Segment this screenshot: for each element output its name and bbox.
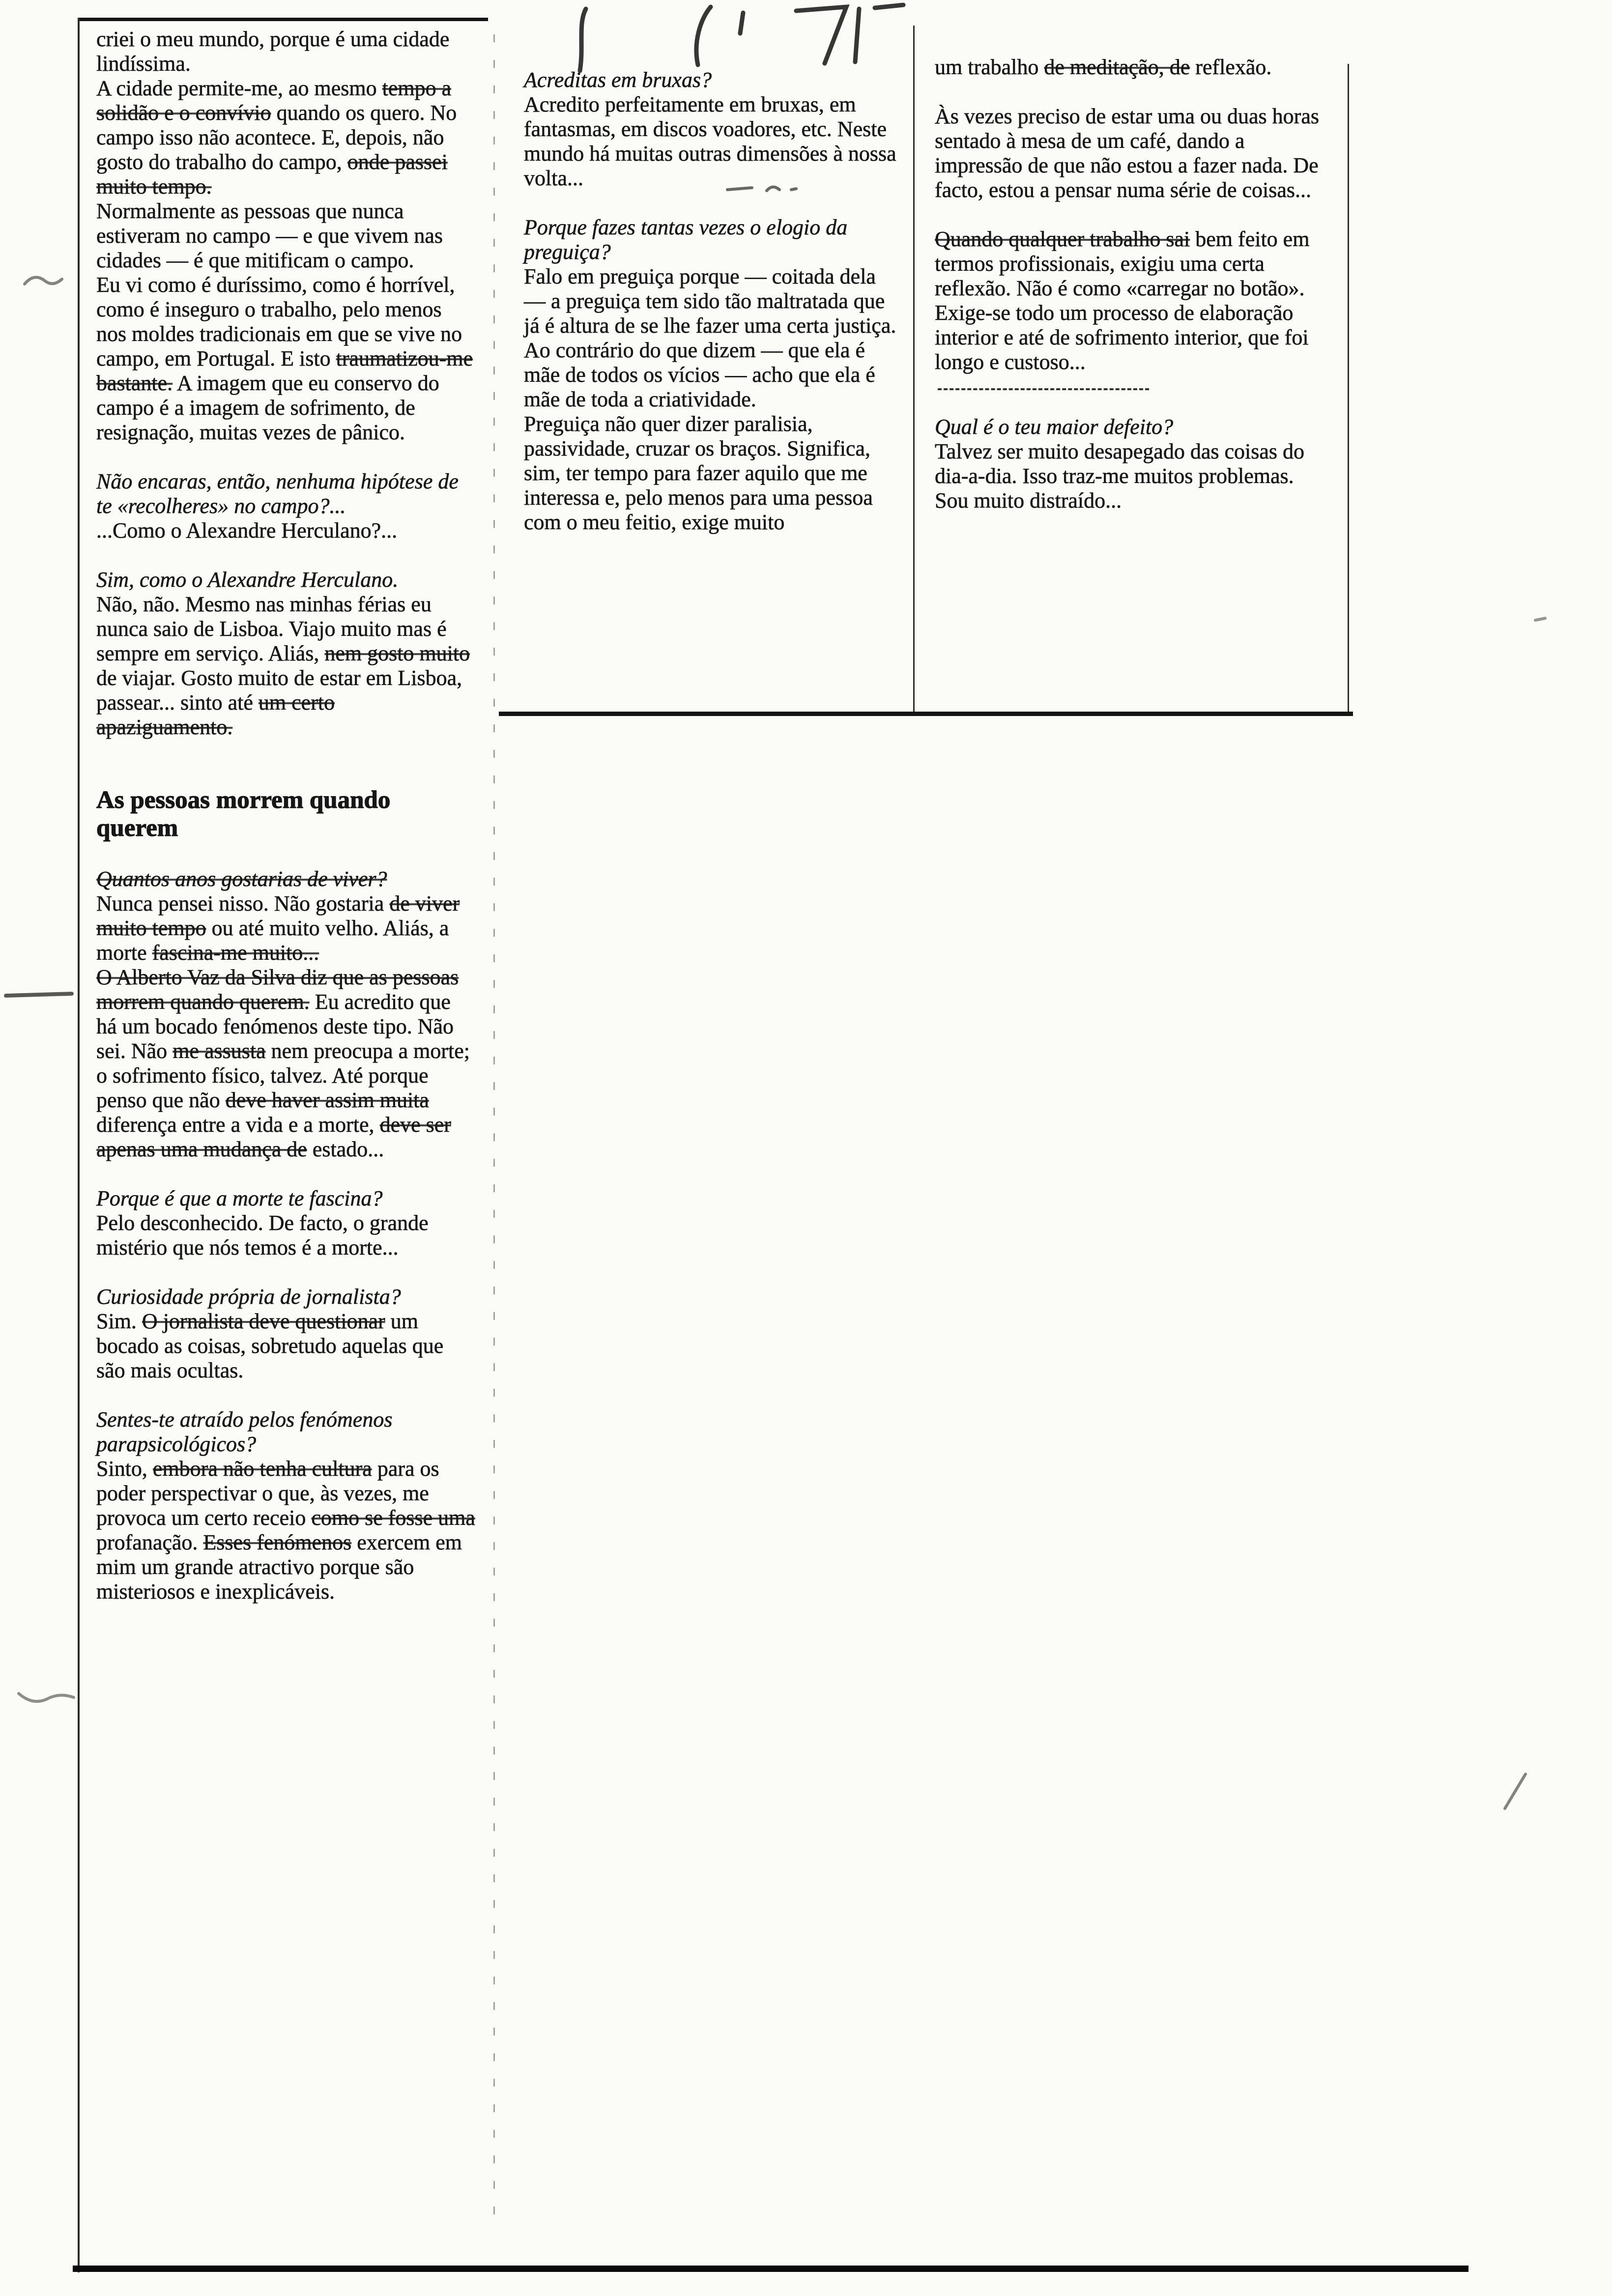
body-text: quando os quero. No campo isso não acontece. E, depois, não gosto do trabalho do campo,	[96, 101, 457, 174]
body-text: Talvez ser muito desapegado das coisas do dia-a-dia. Isso traz-me muitos problemas. Sou muito distraído...	[935, 439, 1305, 513]
answer-paragraph	[96, 27, 476, 76]
question-text: Quantos anos gostarias de viver?	[96, 867, 387, 891]
column3-right-rule	[1348, 64, 1349, 713]
body-text: profanação.	[96, 1530, 203, 1554]
question-paragraph	[96, 1186, 476, 1211]
body-text: um trabalho	[935, 55, 1044, 79]
answer-paragraph	[935, 227, 1319, 374]
answer-paragraph	[524, 264, 902, 412]
answer-paragraph	[96, 592, 476, 740]
answer-paragraph	[96, 1309, 476, 1383]
question-paragraph	[524, 215, 902, 264]
answer-paragraph	[935, 439, 1319, 513]
body-text: me assusta	[173, 1039, 266, 1063]
body-text: ou até muito velho. Aliás, a morte	[96, 916, 449, 965]
question-text: Não encaras, então, nenhuma hipótese de te «recolheres» no campo?...	[96, 469, 459, 518]
body-text: Às vezes preciso de estar uma ou duas horas sentado à mesa de um café, dando a impressão de que não estou a fazer nada. De facto, estou a pensar numa série de coisas...	[935, 104, 1319, 202]
body-text: Nunca pensei nisso. Não gostaria	[96, 891, 390, 916]
answer-paragraph	[96, 76, 476, 199]
body-text: deve ser apenas uma mudança de	[96, 1113, 451, 1161]
answer-paragraph	[96, 273, 476, 445]
body-text: criei o meu mundo, porque é uma cidade lindíssima.	[96, 27, 450, 76]
body-text: bem feito em termos profissionais, exigiu uma certa reflexão. Não é como «carregar no botão». Exige-se todo um processo de elaboração interior e até de sofrimento interior, que foi longo e custoso...	[935, 227, 1310, 374]
middle-rule	[499, 712, 1353, 716]
text-column-2	[524, 43, 902, 535]
body-text: Pelo desconhecido. De facto, o grande mistério que nós temos é a morte...	[96, 1211, 429, 1260]
body-text: reflexão.	[1190, 55, 1272, 79]
body-text: estado...	[307, 1137, 384, 1161]
body-text: Preguiça não quer dizer paralisia, passividade, cruzar os braços. Significa, sim, ter tempo para fazer aquilo que me interessa e, pelo menos para uma pessoa com o meu feitio, exige muito	[524, 412, 873, 534]
body-text: Falo em preguiça porque — coitada dela — a preguiça tem sido tão maltratada que já é altura de se lhe fazer uma certa justiça. Ao contrário do que dizem — que ela é mãe de todos os vícios — acho que ela é mãe de toda a criatividade.	[524, 264, 896, 411]
pen-dashed-line	[938, 388, 1149, 390]
question-paragraph	[935, 415, 1319, 439]
body-text: A imagem que eu conservo do campo é a imagem de sofrimento, de resignação, muitas vezes de pânico.	[96, 371, 439, 444]
body-text: de meditação, de	[1044, 55, 1190, 79]
body-text: A cidade permite-me, ao mesmo	[96, 76, 382, 100]
section-heading	[96, 786, 476, 842]
body-text: Eu vi como é duríssimo, como é horrível, como é inseguro o trabalho, pelo menos nos moldes tradicionais em que se vive no campo, em Portugal. E isto	[96, 273, 462, 371]
answer-paragraph	[524, 412, 902, 535]
body-text: Eu acredito que há um bocado fenómenos deste tipo. Não sei. Não	[96, 990, 454, 1063]
question-text: Porque fazes tantas vezes o elogio da preguiça?	[524, 215, 848, 264]
body-text: Sim.	[96, 1309, 142, 1333]
answer-paragraph	[96, 891, 476, 965]
text-column-3	[935, 55, 1319, 513]
body-text: ...Como o Alexandre Herculano?...	[96, 518, 398, 543]
body-text: tempo a solidão e o convívio	[96, 76, 452, 125]
body-text: deve haver assim muita	[225, 1088, 429, 1112]
question-text: Sentes-te atraído pelos fenómenos parapsicológicos?	[96, 1407, 393, 1456]
body-text: nem gosto muito	[324, 641, 470, 665]
answer-paragraph	[96, 1457, 476, 1604]
body-text: traumatizou-me bastante.	[96, 346, 473, 395]
pen-mark	[1528, 609, 1558, 629]
question-paragraph	[96, 867, 476, 891]
question-text: Porque é que a morte te fascina?	[96, 1186, 383, 1210]
body-text: O Alberto Vaz da Silva diz que as pessoas morrem quando querem.	[96, 965, 459, 1014]
answer-paragraph	[96, 1211, 476, 1260]
question-text: Qual é o teu maior defeito?	[935, 415, 1174, 439]
left-border-rule	[78, 18, 80, 2272]
body-text: exercem em mim um grande atractivo porque são misteriosos e inexplicáveis.	[96, 1530, 462, 1604]
body-text: Acredito perfeitamente em bruxas, em fantasmas, em discos voadores, etc. Neste mundo há muitas outras dimensões à nossa volta...	[524, 92, 896, 190]
body-text: Quando qualquer trabalho sai	[935, 227, 1190, 251]
body-text: de viver muito tempo	[96, 891, 460, 940]
body-text: Esses fenómenos	[203, 1530, 352, 1554]
pen-mark	[20, 265, 79, 295]
top-rule	[78, 18, 488, 21]
body-text: um certo apaziguamento.	[96, 690, 335, 739]
question-paragraph	[96, 1407, 476, 1457]
answer-paragraph	[935, 55, 1319, 80]
body-text: As pessoas morrem quando querem	[96, 786, 391, 842]
answer-paragraph	[96, 965, 476, 1162]
question-text: Sim, como o Alexandre Herculano.	[96, 568, 399, 592]
body-text: Normalmente as pessoas que nunca estiveram no campo — e que vivem nas cidades — é que mitificam o campo.	[96, 199, 443, 272]
body-text: nem preocupa a morte; o sofrimento físico, talvez. Até porque penso que não	[96, 1039, 470, 1112]
question-paragraph	[96, 469, 476, 518]
pen-mark	[3, 986, 77, 1005]
column2-divider-rule	[913, 26, 915, 713]
question-paragraph	[96, 568, 476, 592]
answer-paragraph	[524, 92, 902, 191]
question-paragraph	[524, 68, 902, 92]
body-text: diferença entre a vida e a morte,	[96, 1113, 380, 1137]
answer-paragraph	[96, 199, 476, 273]
bottom-rule	[73, 2266, 1468, 2272]
body-text: de viajar. Gosto muito de estar em Lisboa, passear... sinto até	[96, 666, 462, 715]
column1-divider-rule	[493, 34, 495, 2226]
pen-mark	[15, 1681, 79, 1710]
answer-paragraph	[96, 518, 476, 543]
body-text: um bocado as coisas, sobretudo aquelas que são mais ocultas.	[96, 1309, 444, 1382]
question-paragraph	[96, 1285, 476, 1309]
body-text: como se fosse uma	[311, 1506, 475, 1530]
pen-mark	[1494, 1769, 1538, 1813]
question-text: Acreditas em bruxas?	[524, 68, 712, 92]
body-text: fascina-me muito...	[152, 941, 319, 965]
text-column-1	[96, 27, 476, 1604]
answer-paragraph	[935, 104, 1319, 202]
body-text: onde passei muito tempo.	[96, 150, 448, 199]
question-text: Curiosidade própria de jornalista?	[96, 1285, 401, 1309]
body-text: Não, não. Mesmo nas minhas férias eu nunca saio de Lisboa. Viajo muito mas é sempre em serviço. Aliás,	[96, 592, 447, 665]
body-text: para os poder perspectivar o que, às vezes, me provoca um certo receio	[96, 1457, 439, 1530]
body-text: O jornalista deve questionar	[142, 1309, 385, 1333]
body-text: Sinto,	[96, 1457, 153, 1481]
body-text: embora não tenha cultura	[152, 1457, 372, 1481]
